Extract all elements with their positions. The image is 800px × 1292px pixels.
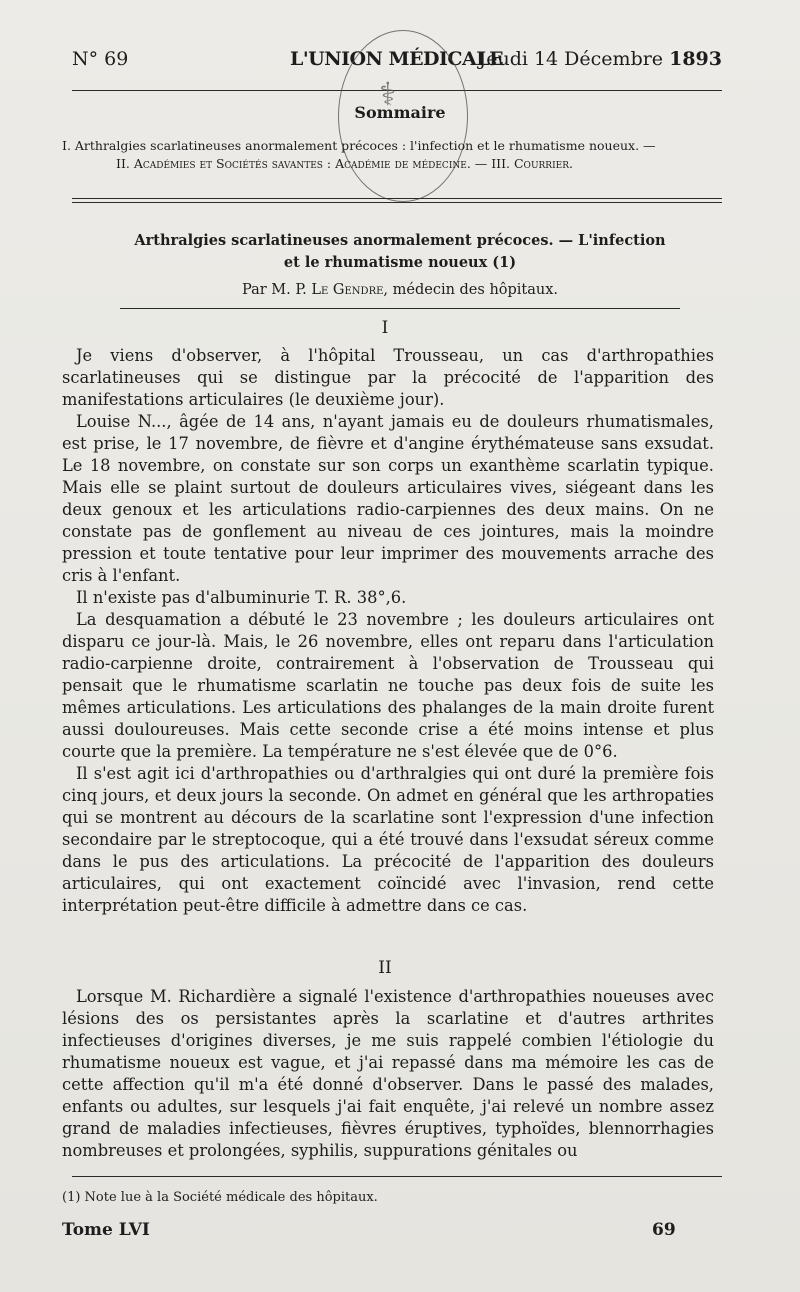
section-number-1: I	[381, 318, 389, 338]
issue-date-day: Jeudi 14 Décembre	[478, 48, 664, 70]
issue-year: 1893	[669, 48, 722, 70]
section-2-body	[62, 986, 714, 1162]
paragraph: Il s'est agit ici d'arthropathies ou d'arthralgies qui ont duré la première fois cinq jours, et deux jours la seconde. On admet en général que les arthropaties qui se montrent au décours de la scarlatine sont l'expression d'une infection secondaire par le streptocoque, qui a été trouvé dans l'exsudat séreux comme dans le pus des articulations. La précocité de l'apparition des douleurs articulaires, qui ont exactement coïncidé avec l'invasion, rend cette interprétation peut-être difficile à admettre dans ce cas.	[62, 764, 714, 915]
masthead	[72, 48, 722, 78]
author-suffix: , médecin des hôpitaux.	[383, 282, 559, 298]
issue-date	[479, 48, 722, 70]
article-author	[0, 282, 800, 298]
summary-rule	[72, 198, 722, 203]
summary-title: Sommaire	[354, 103, 446, 122]
paragraph: La desquamation a débuté le 23 novembre ; les douleurs articulaires ont disparu ce jour-là. Mais, le 26 novembre, elles ont reparu dans l'articulation radio-carpienne droite, contrairement à l'observation de Trousseau qui pensait que le rhumatisme scarlatin ne touche pas deux fois de suite les mêmes articulations. Les articulations des phalanges de la main droite furent aussi douloureuses. Mais cette seconde crise a été moins intense et plus courte que la première. La température ne s'est élevée que de 0°6.	[62, 610, 714, 761]
header-rule	[72, 90, 722, 91]
footnote-rule	[72, 1176, 722, 1177]
title-rule	[120, 308, 680, 309]
article-title	[80, 230, 720, 274]
paragraph: Je viens d'observer, à l'hôpital Trousseau, un cas d'arthropathies scarlatineuses qui se distingue par la précocité de l'apparition des manifestations articulaires (le deuxième jour).	[62, 346, 714, 409]
page-number: 69	[652, 1220, 676, 1240]
author-name: Le Gendre	[311, 282, 384, 298]
tome-label: Tome LVI	[62, 1220, 150, 1240]
paragraph: Lorsque M. Richardière a signalé l'existence d'arthropathies noueuses avec lésions des os persistantes après la scarlatine et d'autres arthrites infectieuses d'origines diverses, je me suis rappelé combien l'étiologie du rhumatisme noueux est vague, et j'ai repassé dans ma mémoire les cas de cette affection qu'il m'a été donné d'observer. Dans le passé des malades, enfants ou adultes, sur lesquels j'ai fait enquête, j'ai relevé un nombre assez grand de maladies infectieuses, fièvres éruptives, typhoïdes, blennorrhagies nombreuses et prolongées, syphilis, suppurations génitales ou	[62, 987, 714, 1160]
summary-line-1: I. Arthralgies scarlatineuses anormalement précoces : l'infection et le rhumatisme noueux. —	[62, 138, 656, 153]
article-title-line-1: Arthralgies scarlatineuses anormalement précoces. — L'infection	[134, 232, 666, 249]
author-prefix: Par M. P.	[241, 282, 307, 298]
footnote: (1) Note lue à la Société médicale des hôpitaux.	[62, 1190, 378, 1205]
paragraph: Louise N..., âgée de 14 ans, n'ayant jamais eu de douleurs rhumatismales, est prise, le 17 novembre, de fièvre et d'angine érythémateuse sans exsudat. Le 18 novembre, on constate sur son corps un exanthème scarlatin typique. Mais elle se plaint surtout de douleurs articulaires vives, siégeant dans les deux genoux et les articulations radio-carpiennes des deux mains. On ne constate pas de gonflement au niveau de ces jointures, mais la moindre pression et toute tentative pour leur imprimer des mouvements arrache des cris à l'enfant.	[62, 412, 714, 585]
article-title-line-2: et le rhumatisme noueux (1)	[283, 254, 517, 271]
stamp-emblem-icon: ⚕	[379, 75, 397, 113]
paragraph: Il n'existe pas d'albuminurie T. R. 38°,6.	[76, 588, 407, 607]
issue-number: N° 69	[72, 48, 129, 70]
section-number-2: II	[378, 958, 392, 978]
section-1-body	[62, 345, 714, 917]
summary-line-2: II. Académies et Sociétés savantes : Académie de médecine. — III. Courrier.	[116, 156, 573, 171]
journal-title: L'UNION MÉDICALE	[290, 48, 504, 70]
